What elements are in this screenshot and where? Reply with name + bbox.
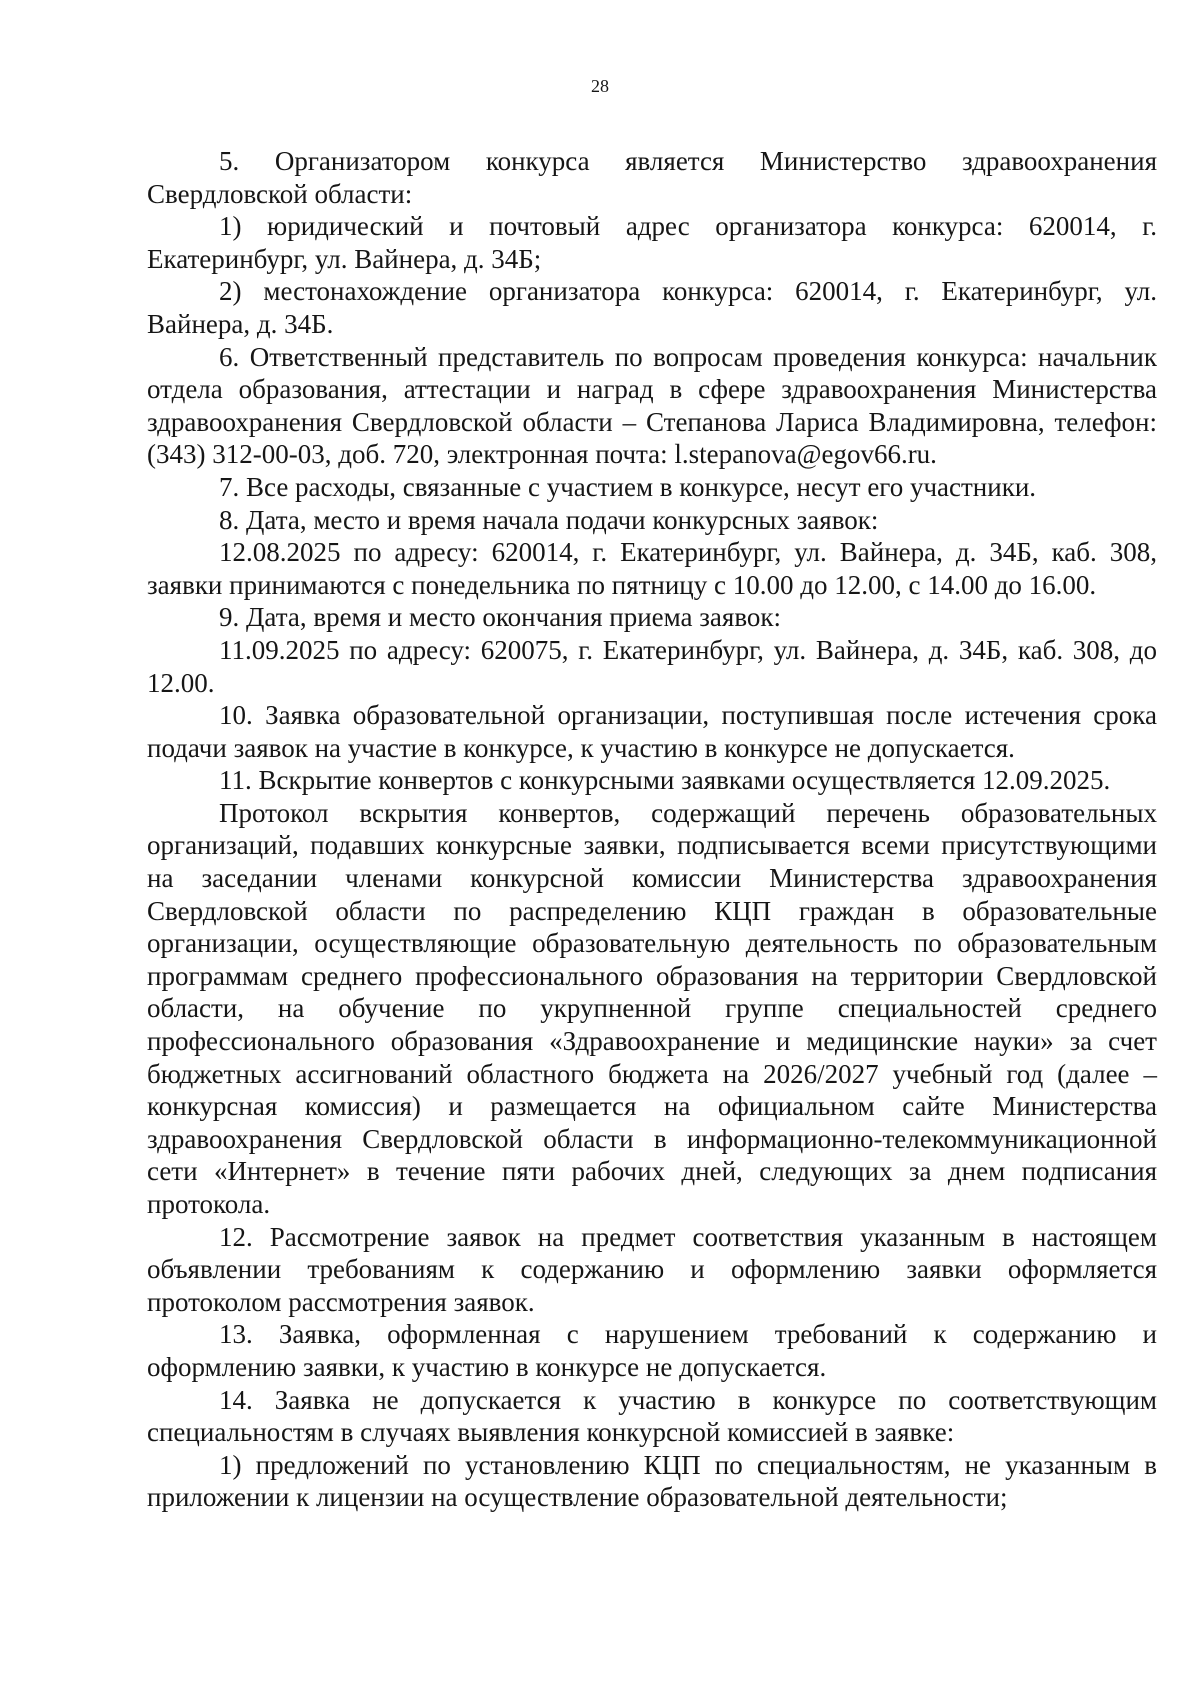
document-body — [147, 145, 1157, 1514]
paragraph-8-start-heading: 8. Дата, место и время начала подачи конкурсных заявок: — [219, 504, 879, 535]
paragraph-11-opening: 11. Вскрытие конвертов с конкурсными заявками осуществляется 12.09.2025. — [219, 765, 1111, 796]
paragraph-7-expenses: 7. Все расходы, связанные с участием в конкурсе, несут его участники. — [219, 471, 1037, 502]
paragraph-6-responsible: 6. Ответственный представитель по вопросам проведения конкурса: начальник отдела образования, аттестации и наград в сфере здравоохранения Министерства здравоохранения Свердловской области – Степанова Лариса Владимировна, телефон: (343) 312-00-03, доб. 720, электронная почта: l.stepanova@egov66.ru. — [147, 341, 1157, 470]
paragraph-5-1-legal-address: 1) юридический и почтовый адрес организатора конкурса: 620014, г. Екатеринбург, ул. Вайнера, д. 34Б; — [147, 211, 1157, 274]
paragraph-protocol: Протокол вскрытия конвертов, содержащий перечень образовательных организаций, подавших конкурсные заявки, подписывается всеми присутствующими на заседании членами конкурсной комиссии Министерства здравоохранения Свердловской области по распределению КЦП граждан в образовательные организации, осуществляющие образовательную деятельность по образовательным программам среднего профессионального образования на территории Свердловской области, на обучение по укрупненной группе специальностей среднего профессионального образования «Здравоохранение и медицинские науки» за счет бюджетных ассигнований областного бюджета на 2026/2027 учебный год (далее – конкурсная комиссия) и размещается на официальном сайте Министерства здравоохранения Свердловской области в информационно-телекоммуникационной сети «Интернет» в течение пяти рабочих дней, следующих за днем подписания протокола. — [147, 797, 1157, 1219]
paragraph-9-end-heading: 9. Дата, время и место окончания приема заявок: — [219, 602, 782, 633]
paragraph-5-organizer: 5. Организатором конкурса является Министерство здравоохранения Свердловской области: — [147, 146, 1157, 209]
paragraph-8-start-details: 12.08.2025 по адресу: 620014, г. Екатеринбург, ул. Вайнера, д. 34Б, каб. 308, заявки принимаются с понедельника по пятницу с 10.00 до 12.00, с 14.00 до 16.00. — [147, 537, 1157, 600]
paragraph-9-end-details: 11.09.2025 по адресу: 620075, г. Екатеринбург, ул. Вайнера, д. 34Б, каб. 308, до 12.00. — [147, 634, 1157, 698]
paragraph-10-late-application: 10. Заявка образовательной организации, поступившая после истечения срока подачи заявок на участие в конкурсе, к участию в конкурсе не допускается. — [147, 700, 1157, 763]
paragraph-14-1-specialties: 1) предложений по установлению КЦП по специальностям, не указанным в приложении к лицензии на осуществление образовательной деятельности; — [147, 1449, 1157, 1513]
paragraph-5-2-location: 2) местонахождение организатора конкурса: 620014, г. Екатеринбург, ул. Вайнера, д. 34Б. — [147, 276, 1157, 339]
page-number: 28 — [591, 76, 609, 96]
paragraph-12-review: 12. Рассмотрение заявок на предмет соответствия указанным в настоящем объявлении требованиям к содержанию и оформлению заявки оформляется протоколом рассмотрения заявок. — [147, 1221, 1157, 1317]
paragraph-13-violation: 13. Заявка, оформленная с нарушением требований к содержанию и оформлению заявки, к участию в конкурсе не допускается. — [147, 1319, 1157, 1382]
paragraph-14-rejection: 14. Заявка не допускается к участию в конкурсе по соответствующим специальностям в случаях выявления конкурсной комиссией в заявке: — [147, 1384, 1157, 1448]
